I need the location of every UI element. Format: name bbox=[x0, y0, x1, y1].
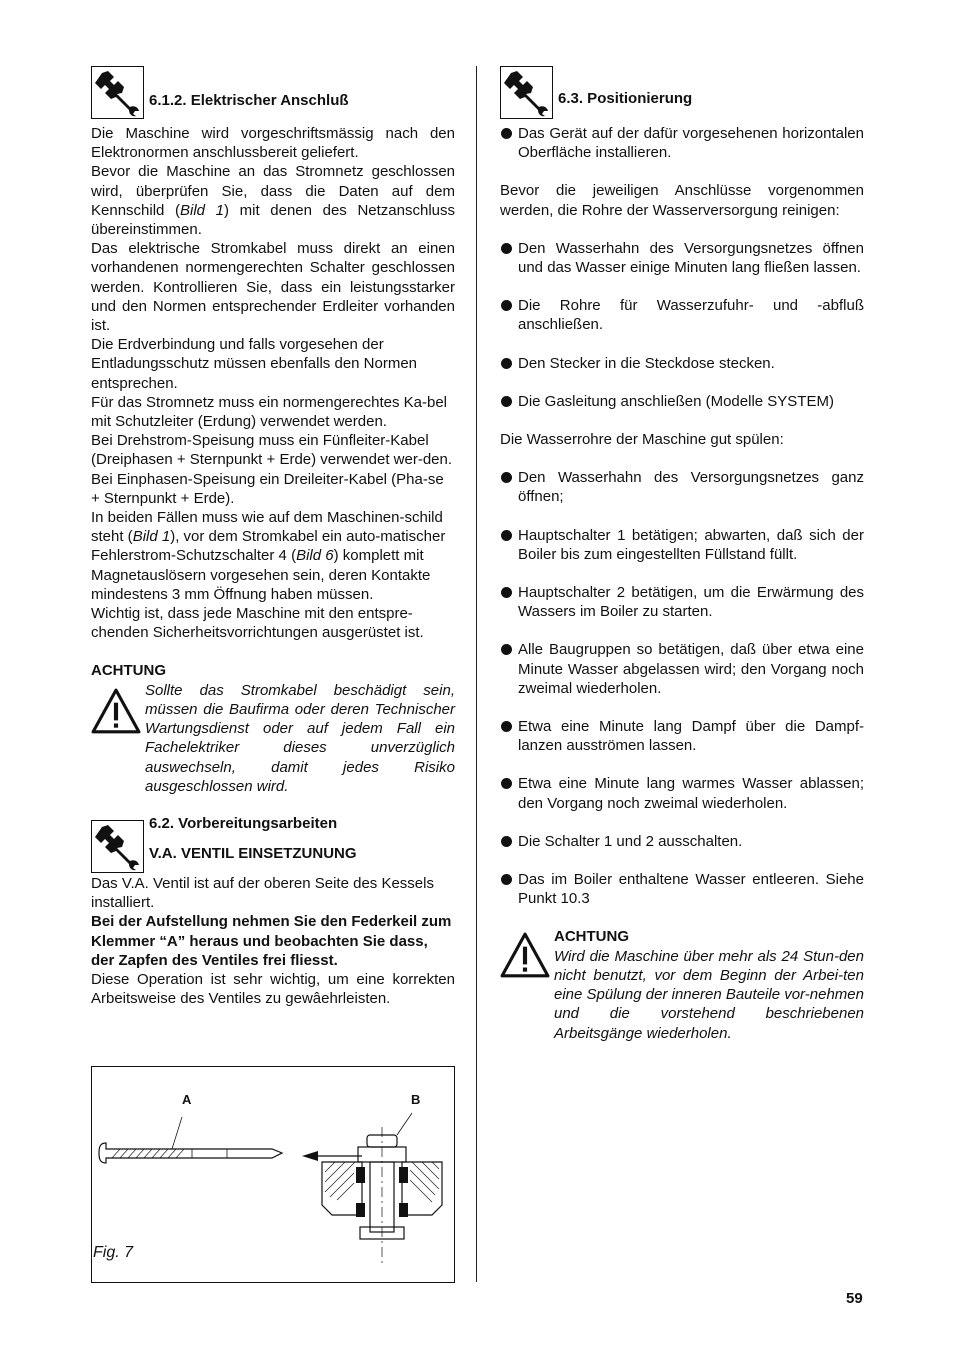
section-62-title: 6.2. Vorbereitungsarbeiten bbox=[149, 814, 338, 832]
paragraph-bold: Bei der Aufstellung nehmen Sie den Federkeil zum Klemmer “A” heraus und beobachten Sie dass, der Zapfen des Ventiles frei fliesst. bbox=[91, 913, 452, 969]
bullet-item: Hauptschalter 1 betätigen; abwarten, daß sich der Boiler bis zum eingestellten Füllstand füllt. bbox=[500, 526, 864, 564]
section-612-header bbox=[91, 66, 455, 119]
bullet-item: Das Gerät auf der dafür vorgesehenen horizontalen Oberfläche installieren. bbox=[500, 124, 864, 162]
left-column bbox=[91, 66, 455, 1008]
paragraph: Die Wasserrohre der Maschine gut spülen: bbox=[500, 431, 784, 449]
warning-triangle-icon bbox=[500, 931, 550, 984]
figure-caption: Fig. 7 bbox=[93, 1244, 134, 1261]
bullet-item: Die Rohre für Wasserzufuhr- und -abfluß anschließen. bbox=[500, 296, 864, 334]
paragraph: Diese Operation ist sehr wichtig, um eine korrekten Arbeitsweise des Ventiles zu gewâehrleisten. bbox=[91, 970, 455, 1008]
warning-box bbox=[500, 927, 864, 1042]
bullet-item: Den Wasserhahn des Versorgungsnetzes ganz öffnen; bbox=[500, 468, 864, 506]
warning-box bbox=[91, 661, 455, 795]
section-62-header bbox=[91, 814, 455, 874]
paragraph: Bevor die Maschine an das Stromnetz geschlossen wird, überprüfen Sie, dass die Daten auf dem Kennschild (Bild 1) mit denen des Netzanschluss übereinstimmen. bbox=[91, 163, 455, 239]
figure-7 bbox=[91, 1066, 455, 1283]
page-number: 59 bbox=[846, 1290, 863, 1307]
section-612-title: 6.1.2. Elektrischer Anschluß bbox=[149, 91, 349, 109]
wrench-icon bbox=[91, 66, 144, 119]
section-63-header bbox=[500, 66, 864, 119]
bullet-item: Das im Boiler enthaltene Wasser entleeren. Siehe Punkt 10.3 bbox=[500, 870, 864, 908]
bullet-item: Etwa eine Minute lang warmes Wasser ablassen; den Vorgang noch zweimal wiederholen. bbox=[500, 774, 864, 812]
warning-triangle-icon bbox=[91, 681, 145, 796]
bullet-item: Die Schalter 1 und 2 ausschalten. bbox=[500, 832, 864, 851]
warning-title: ACHTUNG bbox=[554, 928, 629, 946]
paragraph: In beiden Fällen muss wie auf dem Maschinen-schild steht (Bild 1), vor dem Stromkabel ein auto-matischer Fehlerstrom-Schutzschalter 4 (Bild 6) komplett mit Magnetauslösern vorgesehen sein, deren Kontakte mindestens 3 mm Öffnung haben müssen. bbox=[91, 509, 446, 603]
warning-text: Wird die Maschine über mehr als 24 Stun-den nicht benutzt, vor dem Beginn der Arbei-ten eine Spülung der inneren Bauteile vor-nehmen und die vorstehend beschriebenen Arbeitsgänge wiederholen. bbox=[554, 947, 864, 1042]
warning-title: ACHTUNG bbox=[91, 662, 166, 680]
paragraph: Das V.A. Ventil ist auf der oberen Seite des Kessels installiert. bbox=[91, 874, 434, 912]
bullet-item: Den Wasserhahn des Versorgungsnetzes öffnen und das Wasser einige Minuten lang fließen lassen. bbox=[500, 239, 864, 277]
warning-text: Sollte das Stromkabel beschädigt sein, müssen die Baufirma oder deren Technischer Wartungsdienst oder auf jedem Fall ein Fachelektriker dieses unverzüglich auswechseln, damit jedes Risiko ausgeschlossen wird. bbox=[145, 681, 455, 795]
bullet-item: Alle Baugruppen so betätigen, daß über etwa eine Minute Wasser abgelassen wird; den Vorgang noch zweimal wiederholen. bbox=[500, 640, 864, 698]
section-63-title: 6.3. Positionierung bbox=[558, 89, 693, 107]
bullet-item: Die Gasleitung anschließen (Modelle SYSTEM) bbox=[500, 392, 864, 411]
bullet-item: Den Stecker in die Steckdose stecken. bbox=[500, 354, 864, 373]
right-column bbox=[500, 66, 864, 1043]
figure-label-a: A bbox=[182, 1092, 192, 1107]
paragraph: Bei Drehstrom-Speisung muss ein Fünfleiter-Kabel (Dreiphasen + Sternpunkt + Erde) verwendet wer-den. bbox=[91, 432, 453, 469]
paragraph: Die Maschine wird vorgeschriftsmässig nach den Elektronormen anschlussbereit geliefert. bbox=[91, 125, 455, 162]
bullet-item: Etwa eine Minute lang Dampf über die Dampf-lanzen ausströmen lassen. bbox=[500, 717, 864, 755]
paragraph: Für das Stromnetz muss ein normengerechtes Ka-bel mit Schutzleiter (Erdung) verwendet werden. bbox=[91, 393, 447, 431]
section-62-subtitle: V.A. VENTIL EINSETZUNUNG bbox=[149, 844, 357, 862]
paragraph: Bevor die jeweiligen Anschlüsse vorgenommen werden, die Rohre der Wasserversorgung reinigen: bbox=[500, 182, 864, 219]
paragraph: Das elektrische Stromkabel muss direkt an einen vorhandenen normengerechten Schalter geschlossen werden. Kontrollieren Sie, dass ein leistungsstarker und den Normen entsprechender Erdleiter vorhanden ist. bbox=[91, 240, 455, 335]
paragraph: Wichtig ist, dass jede Maschine mit den entspre-chenden Sicherheitsvorrichtungen ausgerüstet ist. bbox=[91, 605, 424, 642]
paragraph: Die Erdverbindung und falls vorgesehen der Entladungsschutz müssen ebenfalls den Normen entsprechen. bbox=[91, 336, 418, 392]
wrench-icon bbox=[91, 820, 144, 873]
wrench-icon bbox=[500, 66, 553, 119]
valve-drawing bbox=[92, 1067, 454, 1282]
bullet-item: Hauptschalter 2 betätigen, um die Erwärmung des Wassers im Boiler zu starten. bbox=[500, 583, 864, 621]
figure-label-b: B bbox=[411, 1092, 421, 1107]
paragraph: Bei Einphasen-Speisung ein Dreileiter-Kabel (Pha-se + Sternpunkt + Erde). bbox=[91, 470, 444, 507]
column-divider bbox=[476, 66, 477, 1282]
